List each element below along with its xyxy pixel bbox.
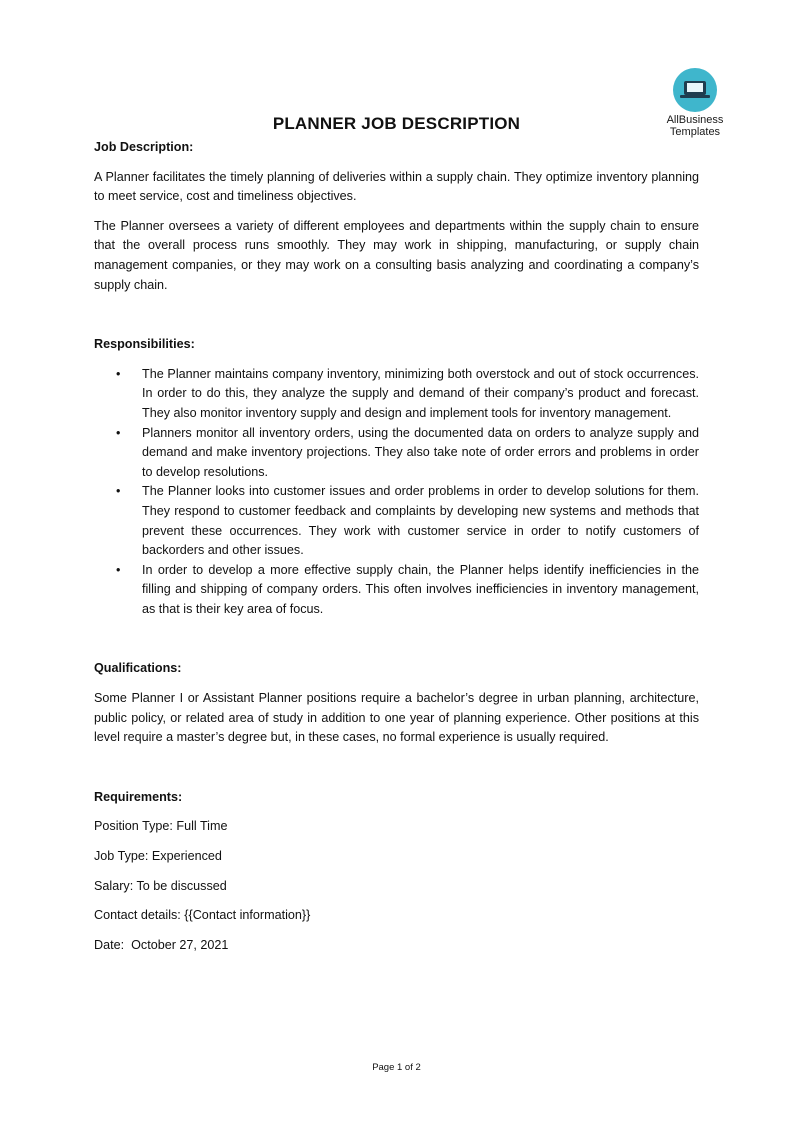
laptop-icon bbox=[673, 68, 717, 112]
list-item bbox=[94, 482, 699, 560]
date: Date: October 27, 2021 bbox=[94, 937, 229, 952]
list-item bbox=[94, 561, 699, 620]
job-description-paragraph-2: The Planner oversees a variety of different employees and departments within the supply chain to ensure that the overall process runs smoothly. They may work in shipping, manufacturing, or supply chain management companies, or they may work on a consulting basis analyzing and coordinating a company’s supply chain. bbox=[94, 218, 699, 292]
job-type: Job Type: Experienced bbox=[94, 849, 222, 864]
list-item bbox=[94, 365, 699, 424]
responsibilities-list bbox=[94, 365, 699, 620]
responsibilities-heading: Responsibilities: bbox=[94, 337, 195, 352]
contact-details: Contact details: {{Contact information}} bbox=[94, 908, 311, 923]
job-description-heading: Job Description: bbox=[94, 140, 194, 154]
qualifications-text: Some Planner I or Assistant Planner positions require a bachelor’s degree in urban planning, architecture, public policy, or related area of study in addition to one year of planning experience. Other positions at this level require a master’s degree but, in these cases, no formal experience is usually required. bbox=[94, 691, 699, 745]
page-number: Page 1 of 2 bbox=[372, 1062, 421, 1073]
logo-text-line1: AllBusiness bbox=[666, 114, 724, 126]
responsibility-text: The Planner maintains company inventory, minimizing both overstock and out of stock occurrences. In order to do this, they analyze the supply and demand of their company’s product and forecast. They also monitor inventory supply and design and implement tools for inventory management. bbox=[142, 366, 699, 420]
salary: Salary: To be discussed bbox=[94, 878, 227, 893]
list-item bbox=[94, 424, 699, 483]
document-title: PLANNER JOB DESCRIPTION bbox=[272, 114, 521, 133]
responsibility-text: In order to develop a more effective supply chain, the Planner helps identify inefficiencies in the filling and shipping of company orders. This often involves inefficiencies in inventory management, as that is their key area of focus. bbox=[142, 562, 699, 616]
qualifications-heading: Qualifications: bbox=[94, 661, 182, 676]
bullet-icon: • bbox=[116, 562, 121, 577]
position-type: Position Type: Full Time bbox=[94, 819, 228, 834]
document-body bbox=[94, 138, 699, 955]
responsibility-text: The Planner looks into customer issues and order problems in order to develop solutions for them. They respond to customer feedback and complaints by developing new systems and methods that prevent these occurrences. They work with customer service in order to notify customers of backorders and other issues. bbox=[142, 484, 699, 558]
logo-text-line2: Templates bbox=[669, 126, 721, 138]
job-description-paragraph-1: A Planner facilitates the timely planning of deliveries within a supply chain. They optimize inventory planning to meet service, cost and timeliness objectives. bbox=[94, 169, 699, 204]
bullet-icon: • bbox=[116, 366, 121, 381]
bullet-icon: • bbox=[116, 425, 121, 440]
bullet-icon: • bbox=[116, 484, 121, 499]
requirements-heading: Requirements: bbox=[94, 789, 183, 804]
responsibility-text: Planners monitor all inventory orders, using the documented data on orders to analyze supply and demand and make inventory projections. They also take note of order errors and problems in order to develop resolutions. bbox=[142, 425, 699, 479]
